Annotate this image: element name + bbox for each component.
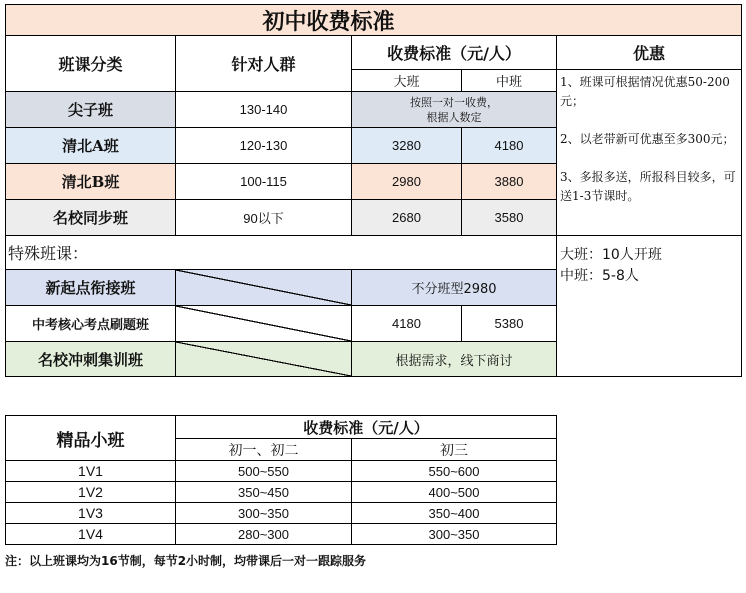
page-title: 初中收费标准: [5, 4, 742, 36]
price-big: 3280: [351, 127, 462, 164]
small-class-name: 1V2: [5, 481, 176, 503]
header-big-class: 大班: [351, 69, 462, 92]
header-discount: 优惠: [556, 35, 742, 70]
price-mid: 5380: [461, 305, 557, 342]
price-big: 2980: [351, 163, 462, 200]
special-label: 特殊班课：: [5, 235, 557, 270]
discount-item: 3、多报多送，所报科目较多，可送1-3节课时。: [560, 170, 736, 203]
small-class-fee-header: 收费标准（元/人）: [175, 415, 557, 439]
small-class-price-g3: 400~500: [351, 481, 557, 503]
target-range: 130-140: [175, 91, 352, 128]
price-merged: 根据需求，线下商讨: [351, 341, 557, 377]
class-name: 中考核心考点刷题班: [5, 305, 176, 342]
header-category: 班课分类: [5, 35, 176, 92]
target-range: 90以下: [175, 199, 352, 236]
price-big: 4180: [351, 305, 462, 342]
small-class-name: 1V3: [5, 502, 176, 524]
small-class-price-g12: 350~450: [175, 481, 352, 503]
header-mid-class: 中班: [461, 69, 557, 92]
small-class-price-g3: 300~350: [351, 523, 557, 545]
small-class-col-g12: 初一、初二: [175, 438, 352, 461]
target-empty: [175, 269, 352, 306]
small-class-name: 1V4: [5, 523, 176, 545]
class-name: 清北B班: [5, 163, 176, 200]
class-name: 新起点衔接班: [5, 269, 176, 306]
class-size-mid: 中班：5-8人: [560, 268, 639, 284]
small-class-col-g3: 初三: [351, 438, 557, 461]
small-class-price-g3: 550~600: [351, 460, 557, 482]
price-merged: 按照一对一收费， 根据人数定: [351, 91, 557, 128]
footnote: 注：以上班课均为16节制，每节2小时制，均带课后一对一跟踪服务: [5, 554, 367, 568]
target-range: 120-130: [175, 127, 352, 164]
small-class-price-g3: 350~400: [351, 502, 557, 524]
target-empty: [175, 341, 352, 377]
price-big: 2680: [351, 199, 462, 236]
class-name: 名校同步班: [5, 199, 176, 236]
discount-panel: [556, 69, 742, 236]
small-class-price-g12: 280~300: [175, 523, 352, 545]
target-range: 100-115: [175, 163, 352, 200]
header-fee: 收费标准（元/人）: [351, 35, 557, 70]
price-merged: 不分班型2980: [351, 269, 557, 306]
price-mid: 4180: [461, 127, 557, 164]
price-mid: 3880: [461, 163, 557, 200]
small-class-name: 1V1: [5, 460, 176, 482]
small-class-price-g12: 300~350: [175, 502, 352, 524]
class-name: 名校冲刺集训班: [5, 341, 176, 377]
discount-item: 1、班课可根据情况优惠50-200元；: [560, 75, 730, 108]
small-class-title: 精品小班: [5, 415, 176, 461]
target-empty: [175, 305, 352, 342]
class-size-panel: [556, 235, 742, 377]
class-name: 清北A班: [5, 127, 176, 164]
header-target: 针对人群: [175, 35, 352, 92]
class-size-big: 大班：10人开班: [560, 247, 662, 263]
small-class-price-g12: 500~550: [175, 460, 352, 482]
price-mid: 3580: [461, 199, 557, 236]
discount-item: 2、以老带新可优惠至多300元；: [560, 132, 735, 146]
class-name: 尖子班: [5, 91, 176, 128]
